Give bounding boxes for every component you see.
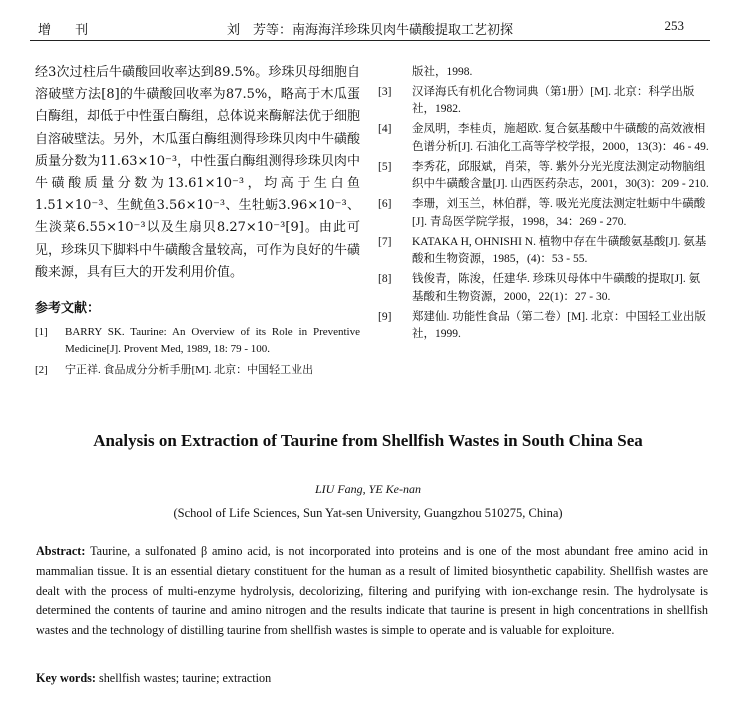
- reference-number: [9]: [378, 310, 392, 323]
- reference-item: [35, 362, 360, 379]
- reference-text: 金凤明，李桂贞，施超欧. 复合氨基酸中牛磺酸的高效液相色谱分析[J]. 石油化工高等学校学报，2000，13(3)：46 - 49.: [412, 123, 709, 153]
- reference-number: [5]: [378, 160, 392, 173]
- reference-continuation: 版社，1998.: [412, 66, 473, 78]
- english-title: Analysis on Extraction of Taurine from Shellfish Wastes in South China Sea: [93, 431, 643, 450]
- reference-number: [1]: [35, 326, 48, 339]
- reference-number: [3]: [378, 85, 392, 98]
- header-running-title: 刘 芳等：南海海洋珍珠贝肉牛磺酸提取工艺初探: [226, 23, 513, 38]
- reference-number: [4]: [378, 123, 392, 136]
- reference-item: [378, 159, 710, 194]
- english-affiliation: (School of Life Sciences, Sun Yat-sen University, Guangzhou 510275, China): [173, 506, 563, 520]
- reference-number: [2]: [35, 364, 48, 377]
- keywords-label: Key words:: [36, 671, 96, 685]
- reference-number: [8]: [378, 273, 392, 286]
- english-authors: LIU Fang, YE Ke-nan: [315, 482, 421, 496]
- reference-text: KATAKA H, OHNISHI N. 植物中存在牛磺酸氨基酸[J]. 氨基酸和生物资源，1985，(4)：53 - 55.: [412, 235, 707, 266]
- reference-text: 郑建仙. 功能性食品（第二卷）[M]. 北京：中国轻工业出版社，1999.: [412, 310, 706, 341]
- reference-number: [7]: [378, 235, 392, 248]
- body-paragraph: 经3次过柱后牛磺酸回收率达到89.5%。珍珠贝母细胞自溶破壁方法[8]的牛磺酸回收率为87.5%，略高于木瓜蛋白酶组，却低于中性蛋白酶组，总体说来酶解法优于细胞自溶破壁法。另外，木瓜蛋白酶组测得珍珠贝肉中牛磺酸质量分数为11.63×10⁻³，中性蛋白酶组测得珍珠贝肉中牛磺酸质量分数为13.61×10⁻³，均高于生白鱼1.51×10⁻³、生鱿鱼3.56×10⁻³、生牡蛎3.96×10⁻³、生淡菜6.55×10⁻³以及生扇贝8.27×10⁻³[9]。由此可见，珍珠贝下脚料中牛磺酸含量较高，可作为良好的牛磺酸来源，具有巨大的开发利用价值。: [35, 65, 361, 280]
- reference-number: [6]: [378, 198, 392, 211]
- reference-text: 李珊，刘玉兰，林伯群，等. 吸光光度法测定牡蛎中牛磺酸[J]. 青岛医学院学报，1998，34：269 - 270.: [412, 198, 706, 228]
- right-column: [378, 64, 710, 344]
- reference-text: BARRY SK. Taurine: An Overview of its Role in Preventive Medicine[J]. Provent Med, 1989, 18: 79 - 100.: [65, 326, 360, 356]
- reference-text: 汉译海氏有机化合物词典（第1册）[M]. 北京：科学出版社，1982.: [412, 85, 695, 116]
- abstract-text: Taurine, a sulfonated β amino acid, is not incorporated into proteins and is one of the most abundant free amino acid in mammalian tissue. It is an essential dietary constituent for the human as a result of limited biosynthetic capability. Shellfish wastes are dealt with the process of multi-enzyme hydrolysis, decolorizing, filtering and purifying with ion-exchange resin. The hydrolysate is determined the contents of taurine and amino nitrogen and the results indicate that taurine is present in high concentrations in shellfish wastes and the technology of distilling taurine from shellfish wastes is simple to operate and is valuable for exploiture.: [36, 544, 708, 638]
- reference-item: [378, 196, 710, 231]
- reference-text: 钱俊青，陈浚，任建华. 珍珠贝母体中牛磺酸的提取[J]. 氨基酸和生物资源，2000，22(1)：27 - 30.: [412, 273, 701, 303]
- reference-item: [378, 234, 710, 269]
- reference-item: [378, 271, 710, 306]
- abstract-label: Abstract:: [36, 544, 86, 558]
- english-abstract: [36, 542, 708, 641]
- reference-item: [35, 324, 360, 358]
- reference-text: 宁正祥. 食品成分分析手册[M]. 北京：中国轻工业出: [65, 364, 314, 377]
- reference-item: [378, 84, 710, 119]
- reference-item: [378, 309, 710, 344]
- reference-item: [378, 121, 710, 156]
- references-heading: 参考文献：: [35, 301, 101, 317]
- left-column: [35, 62, 360, 379]
- keywords-text: shellfish wastes; taurine; extraction: [95, 671, 272, 685]
- english-keywords: [36, 671, 708, 686]
- running-header: [30, 14, 710, 41]
- header-supplement-label: 增 刊: [38, 23, 99, 38]
- page-number: 253: [664, 18, 684, 33]
- body-text: [35, 62, 360, 284]
- reference-text: 李秀花，邱服斌，肖荣，等. 紫外分光光度法测定动物脑组织中牛磺酸含量[J]. 山西医药杂志，2001，30(3)：209 - 210.: [412, 160, 709, 191]
